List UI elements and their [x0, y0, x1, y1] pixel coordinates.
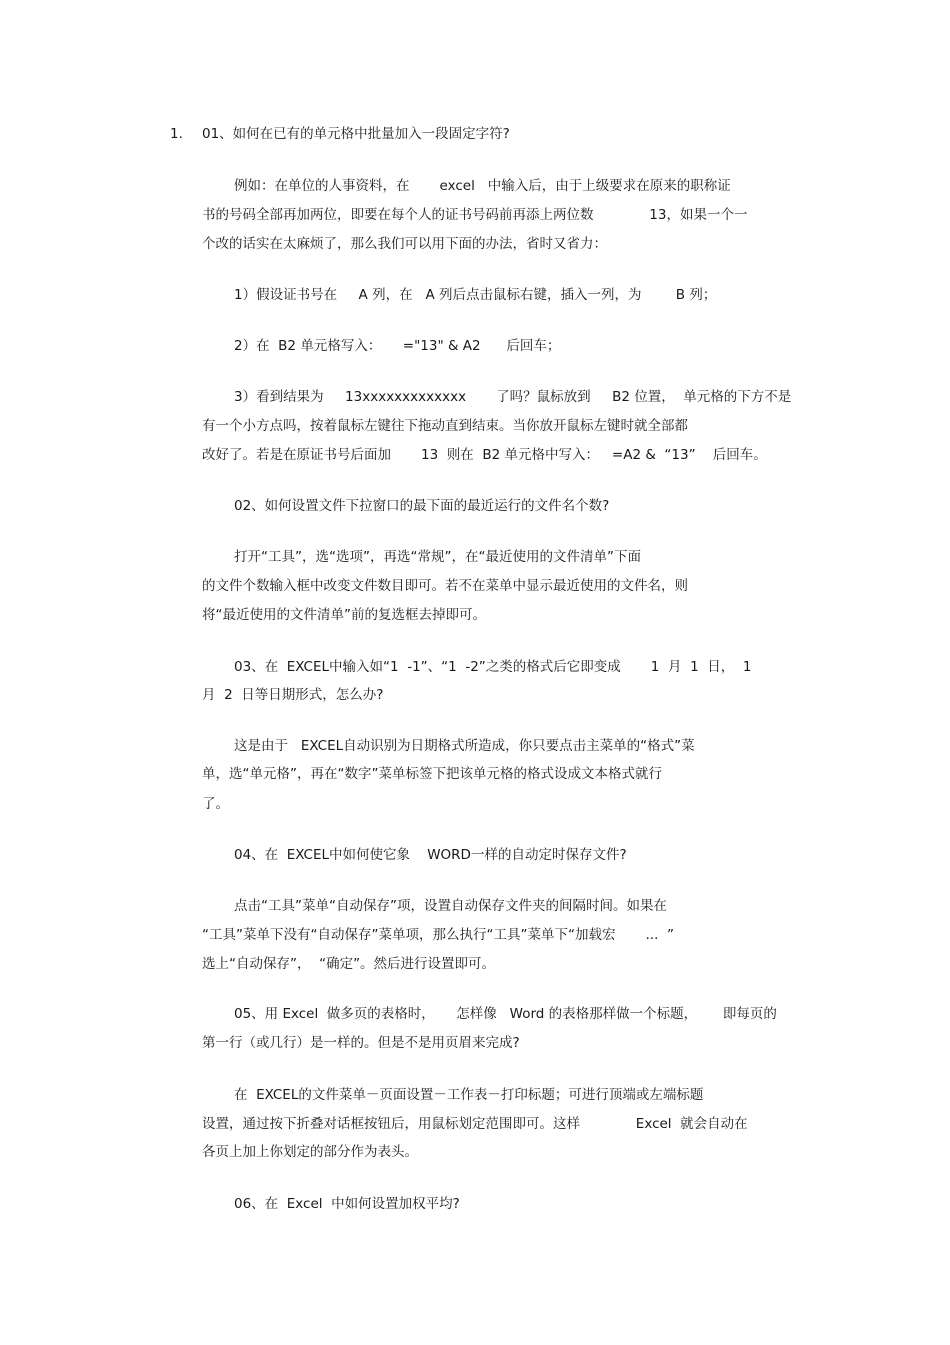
- answer-q04-line-3: 选上“自动保存”， “确定”。然后进行设置即可。: [202, 956, 496, 972]
- answer-q01-line-2: 书的号码全部再加两位，即要在每个人的证书号码前再添上两位数 13，如果一个一: [202, 207, 748, 223]
- answer-q03-line-3: 了。: [202, 796, 229, 812]
- step-3-line-1: 3）看到结果为 13xxxxxxxxxxxxx 了吗？鼠标放到 B2 位置， 单元格的下方不是: [234, 389, 792, 405]
- answer-q01-line-3: 个改的话实在太麻烦了，那么我们可以用下面的办法，省时又省力：: [202, 236, 607, 252]
- answer-q05-line-2: 设置，通过按下折叠对话框按钮后，用鼠标划定范围即可。这样 Excel 就会自动在: [202, 1116, 748, 1132]
- heading-q03-line-1: 03、在 EXCEL中输入如“1 -1”、“1 -2”之类的格式后它即变成 1 月 1 日， 1: [234, 659, 752, 675]
- answer-q02-line-1: 打开“工具”，选“选项”，再选“常规”，在“最近使用的文件清单”下面: [234, 549, 641, 565]
- step-3-line-3: 改好了。若是在原证书号后面加 13 则在 B2 单元格中写入： =A2 & “13” 后回车。: [202, 447, 767, 463]
- answer-q05-line-1: 在 EXCEL的文件菜单－页面设置－工作表－打印标题；可进行顶端或左端标题: [234, 1087, 704, 1103]
- answer-q02-line-2: 的文件个数输入框中改变文件数目即可。若不在菜单中显示最近使用的文件名，则: [202, 578, 688, 594]
- answer-q02-line-3: 将“最近使用的文件清单”前的复选框去掉即可。: [202, 607, 486, 623]
- step-3-line-2: 有一个小方点吗，按着鼠标左键往下拖动直到结束。当你放开鼠标左键时就全部都: [202, 418, 688, 434]
- list-number: 1.: [170, 126, 183, 142]
- step-2: 2）在 B2 单元格写入： ="13" & A2 后回车；: [234, 338, 561, 354]
- answer-q03-line-1: 这是由于 EXCEL自动识别为日期格式所造成，你只要点击主菜单的“格式”菜: [234, 738, 695, 754]
- answer-q01-line-1: 例如：在单位的人事资料，在 excel 中输入后，由于上级要求在原来的职称证: [234, 178, 731, 194]
- step-1: 1）假设证书号在 A 列，在 A 列后点击鼠标右键，插入一列，为 B 列；: [234, 287, 717, 303]
- heading-q06: 06、在 Excel 中如何设置加权平均?: [234, 1196, 460, 1212]
- heading-q05-line-1: 05、用 Excel 做多页的表格时， 怎样像 Word 的表格那样做一个标题， 即每页的: [234, 1006, 777, 1022]
- answer-q05-line-3: 各页上加上你划定的部分作为表头。: [202, 1144, 418, 1160]
- heading-q01: 01、如何在已有的单元格中批量加入一段固定字符?: [202, 126, 510, 142]
- heading-q05-line-2: 第一行（或几行）是一样的。但是不是用页眉来完成?: [202, 1035, 520, 1051]
- heading-q02: 02、如何设置文件下拉窗口的最下面的最近运行的文件名个数?: [234, 498, 610, 514]
- heading-q03-line-2: 月 2 日等日期形式，怎么办?: [202, 687, 384, 703]
- answer-q03-line-2: 单，选“单元格”，再在“数字”菜单标签下把该单元格的格式设成文本格式就行: [202, 766, 662, 782]
- answer-q04-line-1: 点击“工具”菜单“自动保存”项，设置自动保存文件夹的间隔时间。如果在: [234, 898, 667, 914]
- answer-q04-line-2: “工具”菜单下没有“自动保存”菜单项，那么执行“工具”菜单下“加载宏 ... ”: [202, 927, 674, 943]
- heading-q04: 04、在 EXCEL中如何使它象 WORD一样的自动定时保存文件?: [234, 847, 627, 863]
